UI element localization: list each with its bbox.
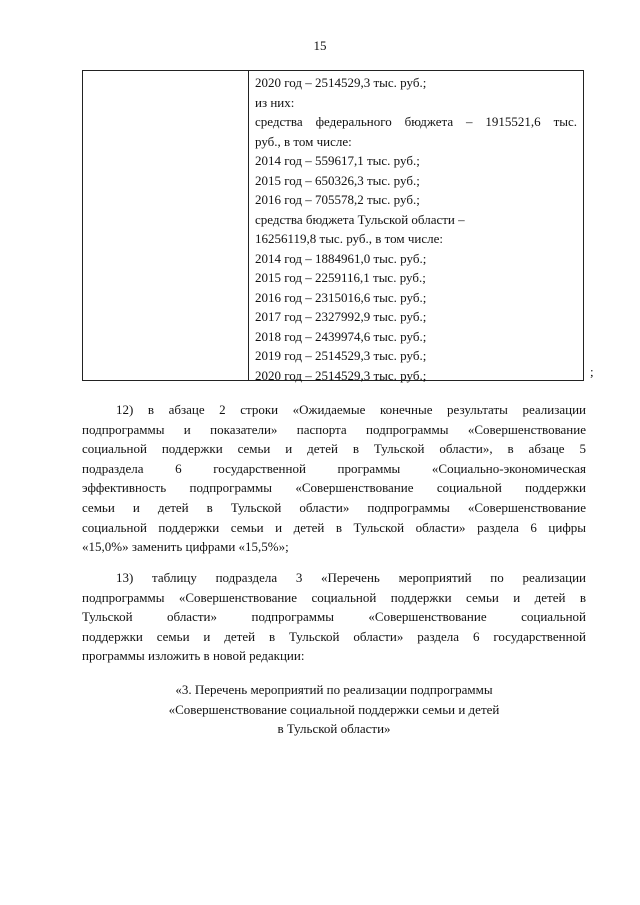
section-heading-line: в Тульской области» bbox=[277, 721, 391, 737]
table-line: 2020 год – 2514529,3 тыс. руб.; bbox=[255, 367, 427, 383]
table-line: 2016 год – 705578,2 тыс. руб.; bbox=[255, 192, 420, 207]
table-line: 2015 год – 2259116,1 тыс. руб.; bbox=[255, 270, 426, 285]
paragraph-line: программы изложить в новой редакции: bbox=[82, 648, 305, 664]
table-right-cell bbox=[249, 71, 583, 383]
paragraph-item-12 bbox=[82, 400, 586, 557]
section-heading bbox=[82, 680, 586, 739]
paragraph-item-13 bbox=[82, 568, 586, 666]
budget-table bbox=[82, 70, 584, 381]
table-line: 2018 год – 2439974,6 тыс. руб.; bbox=[255, 328, 427, 344]
paragraph-line: поддержки семьи и детей в Тульской области» раздела 6 государственной bbox=[82, 628, 586, 644]
table-line: средства федерального бюджета – 1915521,6 тыс. bbox=[255, 114, 577, 129]
paragraph-line: социальной поддержки семьи и детей в Тульской области» раздела 6 цифры bbox=[82, 519, 586, 535]
paragraph-line: подпрограммы и показатели» паспорта подпрограммы «Совершенствование bbox=[82, 421, 586, 437]
paragraph-line: семьи и детей в Тульской области» подпрограммы «Совершенствование bbox=[82, 499, 586, 515]
table-line: 2015 год – 650326,3 тыс. руб.; bbox=[255, 172, 420, 188]
paragraph-line: Тульской области» подпрограммы «Совершенствование социальной bbox=[82, 609, 586, 625]
table-line: 2017 год – 2327992,9 тыс. руб.; bbox=[255, 309, 427, 324]
paragraph-line: 13) таблицу подраздела 3 «Перечень мероприятий по реализации bbox=[116, 570, 586, 585]
table-line: 2014 год – 559617,1 тыс. руб.; bbox=[255, 153, 420, 168]
table-line: 2016 год – 2315016,6 тыс. руб.; bbox=[255, 289, 427, 305]
paragraph-line: 12) в абзаце 2 строки «Ожидаемые конечные результаты реализации bbox=[116, 402, 586, 417]
section-heading-line: «Совершенствование социальной поддержки семьи и детей bbox=[168, 701, 500, 717]
table-line: средства бюджета Тульской области – bbox=[255, 211, 465, 227]
table-line: 2014 год – 1884961,0 тыс. руб.; bbox=[255, 250, 427, 266]
paragraph-line: эффективность подпрограммы «Совершенствование социальной поддержки bbox=[82, 480, 586, 496]
table-line: 16256119,8 тыс. руб., в том числе: bbox=[255, 231, 443, 246]
section-heading-line: «3. Перечень мероприятий по реализации подпрограммы bbox=[175, 682, 493, 697]
paragraph-line: «15,0%» заменить цифрами «15,5%»; bbox=[82, 539, 289, 555]
table-left-cell bbox=[83, 71, 249, 380]
table-line: 2020 год – 2514529,3 тыс. руб.; bbox=[255, 75, 427, 90]
paragraph-line: социальной поддержки семьи и детей в Тульской области», в абзаце 5 bbox=[82, 441, 586, 457]
page-number: 15 bbox=[313, 38, 327, 53]
paragraph-line: подраздела 6 государственной программы «Социально-экономическая bbox=[82, 460, 586, 476]
paragraph-line: подпрограммы «Совершенствование социальной поддержки семьи и детей в bbox=[82, 589, 586, 605]
table-line: 2019 год – 2514529,3 тыс. руб.; bbox=[255, 348, 427, 363]
table-trailing-semicolon: ; bbox=[590, 364, 594, 379]
table-line: из них: bbox=[255, 94, 295, 110]
table-line: руб., в том числе: bbox=[255, 133, 352, 149]
